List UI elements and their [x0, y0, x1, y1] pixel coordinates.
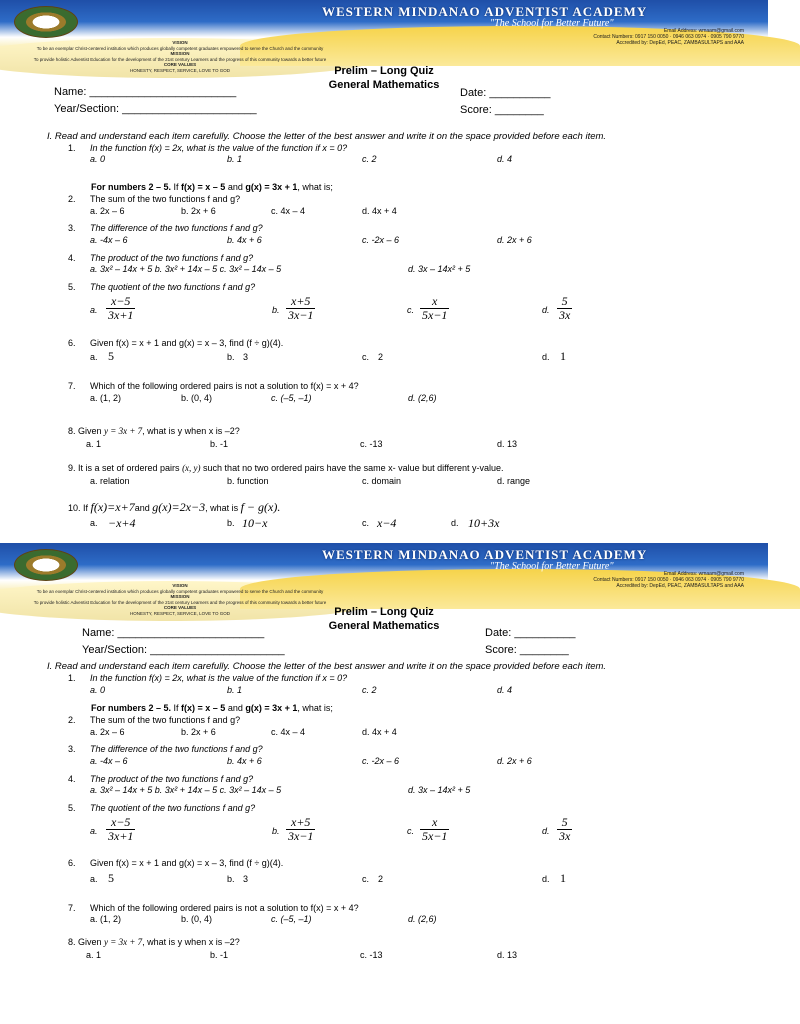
choice-letter: d.: [542, 305, 550, 315]
choice-letter: d.: [451, 518, 459, 528]
score-field: Score: ________: [460, 104, 544, 116]
choice: c. 2: [362, 154, 377, 164]
choice: d. 4: [497, 154, 513, 164]
item-number: 3.: [68, 744, 76, 754]
choice-letter: c.: [407, 826, 415, 836]
choice-fraction: $\frac{x}{5x-1}$: [422, 815, 448, 843]
question-text: 9. It is a set of ordered pairs (x, y) such that no two ordered pairs have the same x- value but different y-value.: [68, 463, 504, 473]
year-section-field: Year/Section: ______________________: [54, 103, 257, 115]
date-field: Date: __________: [485, 627, 576, 639]
question-text: In the function f(x) = 2x, what is the value of the function if x = 0?: [90, 673, 348, 683]
choice: d. range: [497, 476, 531, 486]
item-number: 6.: [68, 858, 76, 868]
question-text: Given f(x) = x + 1 and g(x) = x – 3, find (f ÷ g)(4).: [90, 858, 284, 868]
choice-value: 1: [560, 871, 566, 885]
item-number: 6.: [68, 338, 76, 348]
choice: c. domain: [362, 476, 402, 486]
choice: d. 4x + 4: [362, 206, 397, 216]
choice-letter: c.: [362, 352, 370, 362]
question-text: The difference of the two functions f and g?: [90, 223, 263, 233]
choice-letter: d.: [542, 352, 550, 362]
question-text: The quotient of the two functions f and g?: [90, 282, 256, 292]
choice: b. (0, 4): [181, 914, 213, 924]
choice-value: 2: [378, 874, 384, 884]
school-seal-logo: [14, 549, 78, 581]
score-field: Score: ________: [485, 644, 569, 656]
quiz-title: Prelim – Long Quiz: [334, 606, 434, 618]
choice-letter: a.: [90, 518, 98, 528]
choice-value: 5: [108, 871, 114, 885]
question-text: The sum of the two functions f and g?: [90, 194, 241, 204]
choice: d. 3x – 14x² + 5: [408, 264, 471, 274]
school-contact: Email Address: wmaam@gmail.com Contact Numbers: 0917 150 0050 · 0946 063 0974 · 0905 790 9770 Accredited by: DepEd, PEAC, ZAMBASULTAPS and AAA: [593, 571, 744, 589]
choice: a. (1, 2): [90, 393, 122, 403]
choice: d. 13: [497, 439, 518, 449]
school-seal-logo: [14, 6, 78, 38]
instructions: I. Read and understand each item carefully. Choose the letter of the best answer and write it on the space provided before each item.: [47, 661, 607, 672]
choice: b. 1: [227, 685, 243, 695]
choice-value: 5: [108, 349, 114, 363]
date-field: Date: __________: [460, 87, 551, 99]
name-field: Name: ________________________: [82, 627, 265, 639]
section-note: For numbers 2 – 5. If f(x) = x – 5 and g(x) = 3x + 1, what is;: [91, 703, 333, 713]
school-contact: Email Address: wmaam@gmail.com Contact Numbers: 0917 150 0050 · 0946 063 0974 · 0905 790 9770 Accredited by: DepEd, PEAC, ZAMBASULTAPS and AAA: [593, 28, 744, 46]
question-text: Which of the following ordered pairs is not a solution to f(x) = x + 4?: [90, 381, 359, 391]
choice: d. 3x – 14x² + 5: [408, 785, 471, 795]
instructions: I. Read and understand each item carefully. Choose the letter of the best answer and write it on the space provided before each item.: [47, 131, 607, 142]
school-name: WESTERN MINDANAO ADVENTIST ACADEMY: [322, 4, 648, 19]
choice: b. 2x + 6: [181, 206, 216, 216]
choice: c. 4x – 4: [271, 206, 306, 216]
choice: a. 1: [86, 950, 102, 960]
choice: b. -1: [210, 439, 229, 449]
choice-value: 10−x: [242, 516, 268, 530]
name-field: Name: ________________________: [54, 86, 237, 98]
choice-letter: b.: [272, 826, 280, 836]
choice-letter: d.: [542, 826, 550, 836]
choice: c. -2x – 6: [362, 756, 400, 766]
question-text: 8. Given y = 3x + 7, what is y when x is –2?: [68, 937, 240, 947]
choice-letter: a.: [90, 874, 98, 884]
item-number: 7.: [68, 381, 76, 391]
choice: a. 0: [90, 154, 106, 164]
vision-mission: VISION To be an exemplar Christ-centered institution which produces globally competent graduates empowered to serve the Church and the community MISSION To provide holistic Adventist Education for the development of the 21st century Learners and the progress of this community towards a better future CORE VALUES HONESTY, RESPECT, SERVICE, LOVE TO GOD: [33, 583, 327, 616]
choice-letter: a.: [90, 826, 98, 836]
question-text: The product of the two functions f and g?: [90, 253, 254, 263]
choice-letter: a.: [90, 352, 98, 362]
section-note: For numbers 2 – 5. If f(x) = x – 5 and g(x) = 3x + 1, what is;: [91, 182, 333, 192]
choice: c. (–5, –1): [271, 393, 312, 403]
choice: b. 2x + 6: [181, 727, 216, 737]
question-text: The product of the two functions f and g?: [90, 774, 254, 784]
choice: b. -1: [210, 950, 229, 960]
choice-value: 3: [243, 352, 249, 362]
choice-fraction: $\frac{5}{3x}$: [559, 815, 571, 843]
item-number: 1.: [68, 673, 76, 683]
choice: a. -4x – 6: [90, 235, 128, 245]
choice-fraction: $\frac{x+5}{3x-1}$: [288, 815, 314, 843]
choice: b. 1: [227, 154, 243, 164]
item-number: 5.: [68, 803, 76, 813]
question-text: 8. Given y = 3x + 7, what is y when x is –2?: [68, 426, 240, 436]
choice-letter: b.: [272, 305, 280, 315]
vision-mission: VISION To be an exemplar Christ-centered institution which produces globally competent graduates empowered to serve the Church and the community MISSION To provide holistic Adventist Education for the development of the 21st century Learners and the progress of this community towards a better future CORE VALUES HONESTY, RESPECT, SERVICE, LOVE TO GOD: [33, 40, 327, 73]
item-number: 5.: [68, 282, 76, 292]
choice: a. 2x – 6: [90, 727, 125, 737]
choice-value: 1: [560, 349, 566, 363]
choice: b. (0, 4): [181, 393, 213, 403]
choice-letter: d.: [542, 874, 550, 884]
item-number: 2.: [68, 715, 76, 725]
school-tagline: "The School for Better Future": [490, 18, 614, 29]
choice: d. (2,6): [408, 914, 437, 924]
choice-value: x−4: [377, 516, 397, 530]
question-text: The quotient of the two functions f and g?: [90, 803, 256, 813]
choice: d. 4: [497, 685, 513, 695]
choice: b. function: [227, 476, 269, 486]
choice-value: −x+4: [108, 516, 136, 530]
quiz-subject: General Mathematics: [328, 620, 440, 632]
choice-letter: b.: [227, 352, 235, 362]
choice: a. relation: [90, 476, 130, 486]
choice-value: 2: [378, 352, 384, 362]
question-text: The difference of the two functions f and g?: [90, 744, 263, 754]
question-text: 10. If f(x)=x+7and g(x)=2x−3, what is f − g(x).: [68, 500, 281, 514]
choice: a. 3x² – 14x + 5 b. 3x² + 14x – 5 c. 3x² – 14x – 5: [90, 785, 282, 795]
item-number: 2.: [68, 194, 76, 204]
choice: c. (–5, –1): [271, 914, 312, 924]
choice-value: 10+3x: [468, 516, 500, 530]
choice-value: 3: [243, 874, 249, 884]
question-text: In the function f(x) = 2x, what is the value of the function if x = 0?: [90, 143, 348, 153]
choice: b. 4x + 6: [227, 756, 262, 766]
quiz-title: Prelim – Long Quiz: [334, 65, 434, 77]
choice-letter: a.: [90, 305, 98, 315]
choice: d. (2,6): [408, 393, 437, 403]
school-name: WESTERN MINDANAO ADVENTIST ACADEMY: [322, 547, 648, 562]
choice-letter: b.: [227, 518, 235, 528]
choice-fraction: $\frac{x-5}{3x+1}$: [108, 815, 134, 843]
choice: a. (1, 2): [90, 914, 122, 924]
item-number: 4.: [68, 253, 76, 263]
choice: a. 0: [90, 685, 106, 695]
choice-fraction: $\frac{x+5}{3x-1}$: [288, 294, 314, 322]
quiz-copy-2: [0, 540, 768, 1024]
choice: c. 4x – 4: [271, 727, 306, 737]
choice-letter: b.: [227, 874, 235, 884]
choice: d. 13: [497, 950, 518, 960]
choice: c. -13: [360, 950, 383, 960]
item-number: 3.: [68, 223, 76, 233]
quiz-subject: General Mathematics: [328, 79, 440, 91]
choice: d. 2x + 6: [497, 235, 532, 245]
choice: a. 2x – 6: [90, 206, 125, 216]
year-section-field: Year/Section: ______________________: [82, 644, 285, 656]
school-tagline: "The School for Better Future": [490, 561, 614, 572]
choice-letter: c.: [362, 518, 370, 528]
choice: d. 4x + 4: [362, 727, 397, 737]
choice: c. -2x – 6: [362, 235, 400, 245]
question-text: The sum of the two functions f and g?: [90, 715, 241, 725]
choice: c. -13: [360, 439, 383, 449]
question-text: Which of the following ordered pairs is not a solution to f(x) = x + 4?: [90, 903, 359, 913]
choice-fraction: $\frac{x}{5x-1}$: [422, 294, 448, 322]
choice: a. -4x – 6: [90, 756, 128, 766]
choice: a. 1: [86, 439, 102, 449]
choice: c. 2: [362, 685, 377, 695]
question-text: Given f(x) = x + 1 and g(x) = x – 3, find (f ÷ g)(4).: [90, 338, 284, 348]
choice-fraction: $\frac{5}{3x}$: [559, 294, 571, 322]
choice: a. 3x² – 14x + 5 b. 3x² + 14x – 5 c. 3x² – 14x – 5: [90, 264, 282, 274]
choice-letter: c.: [362, 874, 370, 884]
item-number: 7.: [68, 903, 76, 913]
choice: d. 2x + 6: [497, 756, 532, 766]
choice-letter: c.: [407, 305, 415, 315]
item-number: 1.: [68, 143, 76, 153]
item-number: 4.: [68, 774, 76, 784]
choice: b. 4x + 6: [227, 235, 262, 245]
choice-fraction: $\frac{x-5}{3x+1}$: [108, 294, 134, 322]
